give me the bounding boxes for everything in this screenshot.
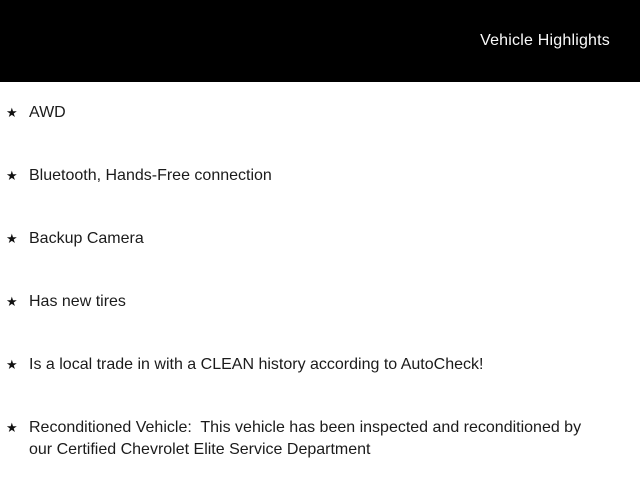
highlight-item-text: AWD	[29, 104, 66, 121]
star-icon: ★	[6, 420, 18, 435]
star-icon: ★	[6, 357, 18, 372]
highlight-item-backup-camera	[6, 228, 640, 250]
highlight-item-awd	[6, 102, 640, 124]
star-icon: ★	[6, 105, 18, 120]
page-title: Vehicle Highlights	[480, 32, 610, 49]
highlight-item-text: Is a local trade in with a CLEAN history according to AutoCheck!	[29, 356, 484, 373]
highlight-item-text: Has new tires	[29, 293, 126, 310]
star-icon: ★	[6, 231, 18, 246]
highlight-item-new-tires	[6, 291, 640, 313]
highlight-item-reconditioned	[6, 417, 640, 461]
highlight-item-text: Backup Camera	[29, 230, 144, 247]
star-icon: ★	[6, 168, 18, 183]
highlights-list	[0, 82, 640, 461]
highlight-item-bluetooth	[6, 165, 640, 187]
highlight-item-local-trade	[6, 354, 640, 376]
star-icon: ★	[6, 294, 18, 309]
highlight-item-text: Reconditioned Vehicle: This vehicle has been inspected and reconditioned by our Certified Chevrolet Elite Service Department	[29, 419, 586, 458]
highlight-item-text: Bluetooth, Hands-Free connection	[29, 167, 272, 184]
header-bar	[0, 0, 640, 82]
